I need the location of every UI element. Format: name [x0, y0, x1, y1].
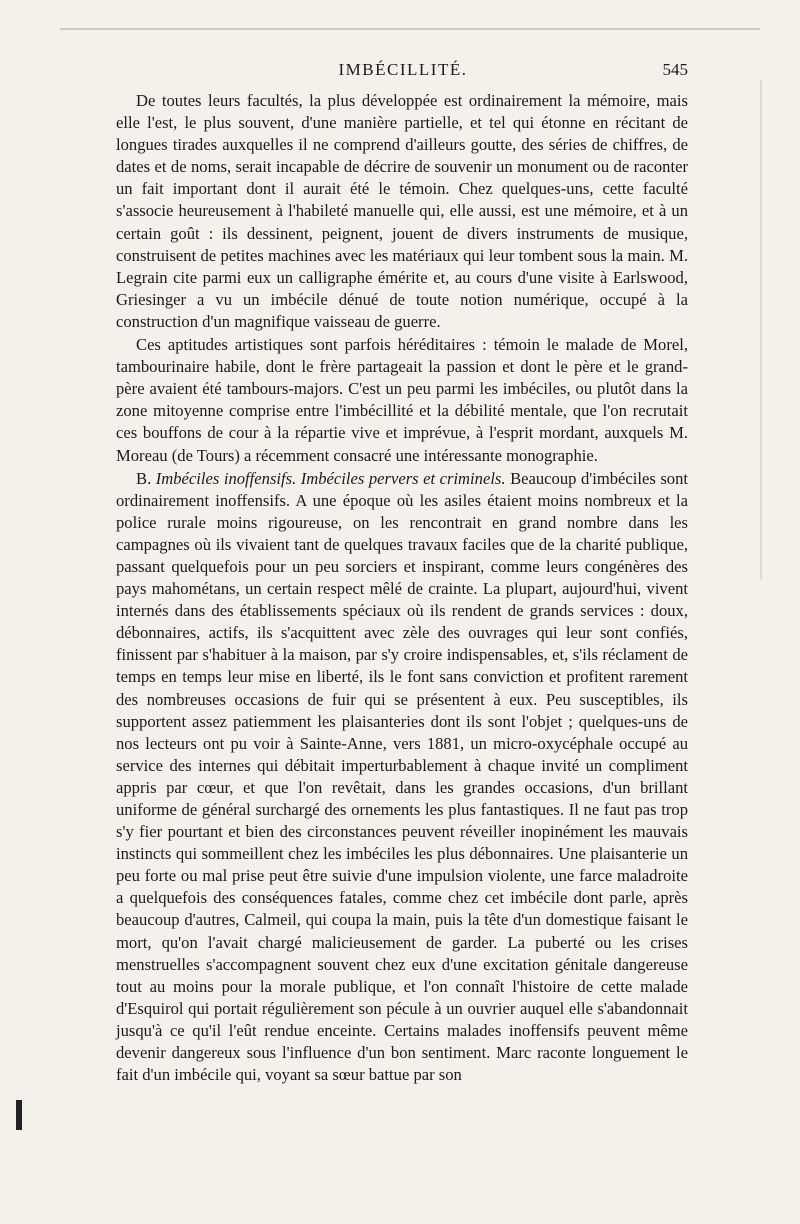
page-number: 545 [662, 60, 688, 79]
scan-noise-top [60, 28, 760, 30]
running-title: IMBÉCILLITÉ. [338, 60, 468, 79]
section-label: B. [136, 468, 152, 488]
section-b-paragraph [116, 468, 688, 1087]
scan-noise-right [760, 80, 762, 580]
margin-mark [16, 1100, 22, 1130]
page-header [118, 58, 688, 84]
body-text [116, 90, 688, 1086]
paragraph: De toutes leurs facultés, la plus développée est ordinairement la mémoire, mais elle l'est, le plus souvent, d'une manière partielle, et tel qui étonne en récitant de longues tirades auxquelles il ne comprend d'ailleurs goutte, des séries de chiffres, de dates et de noms, serait incapable de décrire de souvenir un monument ou de raconter un fait important dont il aurait été le témoin. Chez quelques-uns, cette faculté s'associe heureusement à l'habileté manuelle qui, elle aussi, est une mémoire, et à un certain goût : ils dessinent, peignent, jouent de divers instruments de musique, construisent de petites machines avec les matériaux qui leur tombent sous la main. M. Legrain cite parmi eux un calligraphe émérite et, au cours d'une visite à Earlswood, Griesinger a vu un imbécile dénué de toute notion numérique, occupé à la construction d'un magnifique vaisseau de guerre. [116, 91, 688, 331]
paragraph: Ces aptitudes artistiques sont parfois héréditaires : témoin le malade de Morel, tambourinaire habile, dont le frère partageait la passion et dont le père et le grand-père avaient été tambours-majors. C'est un peu parmi les imbéciles, ou plutôt dans la zone mitoyenne comprise entre l'imbécillité et la débilité mentale, que l'on recrutait ces bouffons de cour à la répartie vive et imprévue, à l'esprit mordant, auxquels M. Moreau (de Tours) a récemment consacré une intéressante monographie. [116, 335, 688, 465]
section-text: Beaucoup d'imbéciles sont ordinairement inoffensifs. A une époque où les asiles étaient moins nombreux et la police rurale moins rigoureuse, on les rencontrait en grand nombre dans les campagnes où ils vivaient tant de quelques travaux faciles que de la charité publique, passant quelquefois pour un peu sorciers et inspirant, comme leurs congénères des pays mahométans, un certain respect mêlé de crainte. La plupart, aujourd'hui, vivent internés dans des établissements spéciaux où ils rendent de grands services : doux, débonnaires, actifs, ils s'acquittent avec zèle des ouvrages qui leur sont confiés, finissent par s'habituer à la maison, par s'y croire indispensables, et, s'ils réclament de temps en temps leur mise en liberté, ils le font sans conviction et profitent rarement des nombreuses occasions de fuir qui se présentent à eux. Peu susceptibles, ils supportent assez patiemment les plaisanteries dont ils sont l'objet ; quelques-uns de nos lecteurs ont pu voir à Sainte-Anne, vers 1881, un micro-oxycéphale occupé au service des internes qui débitait imperturbablement à chaque invité un compliment appris par cœur, et que l'on revêtait, dans les grandes occasions, d'un brillant uniforme de général surchargé des ornements les plus fantastiques. Il ne faut pas trop s'y fier pourtant et bien des circonstances peuvent réveiller inopinément les mauvais instincts qui sommeillent chez les imbéciles les plus débonnaires. Une plaisanterie un peu forte ou mal prise peut être suivie d'une impulsion violente, une farce maladroite a quelquefois des conséquences fatales, comme chez cet imbécile dont parle, après beaucoup d'autres, Calmeil, qui coupa la main, puis la tête d'un domestique faisant le mort, qu'on l'avait chargé malicieusement de garder. La puberté ou les crises menstruelles s'accompagnent souvent chez eux d'une excitation génitale dangereuse tout au moins pour la morale publique, et l'on connaît l'histoire de cette malade d'Esquirol qui portait régulièrement son pécule à un ouvrier auquel elle s'abandonnait jusqu'à ce qu'il l'eût rendue enceinte. Certains malades inoffensifs peuvent même devenir dangereux sous l'influence d'un bon sentiment. Marc raconte longuement le fait d'un imbécile qui, voyant sa sœur battue par son [116, 468, 689, 1085]
section-heading: Imbéciles inoffensifs. Imbéciles pervers et criminels. [155, 468, 506, 488]
